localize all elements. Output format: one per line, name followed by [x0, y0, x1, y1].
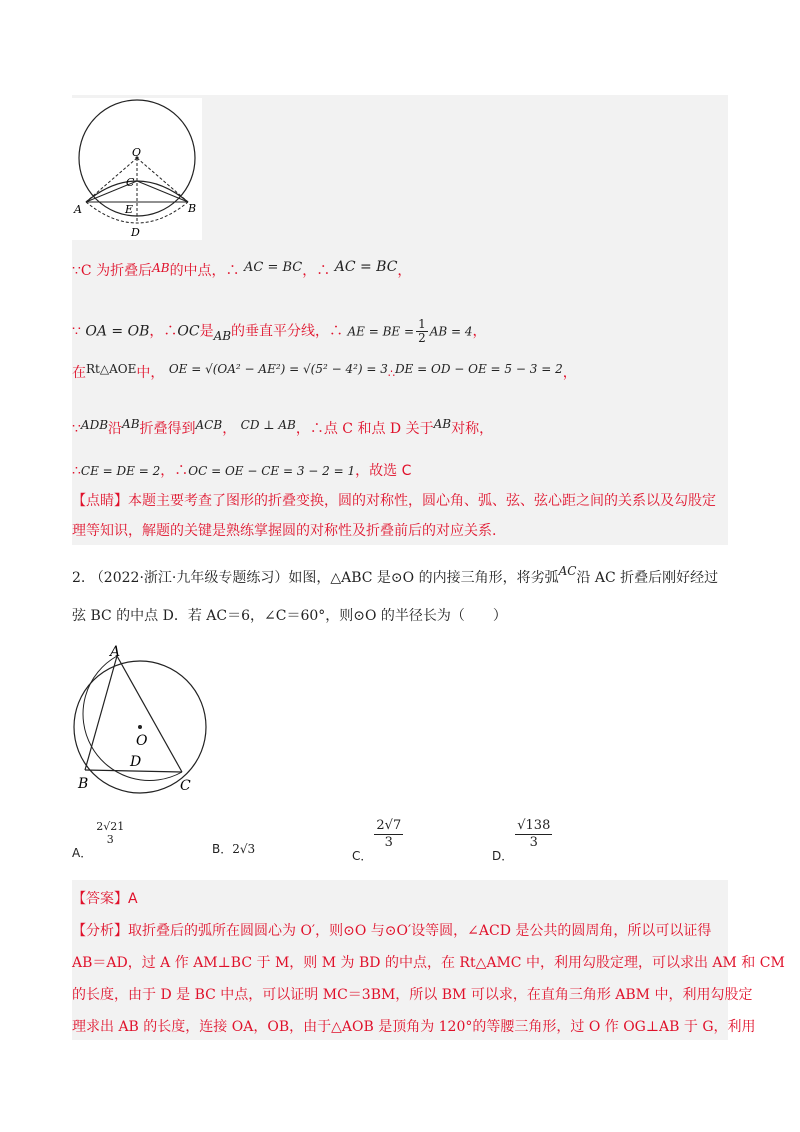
- frac-num: √138: [517, 818, 551, 833]
- text: 取折叠后的弧所在圆圆心为 O′，则⊙O 与⊙O′设等圆，∠ACD 是公共的圆周角，所以可以证得: [128, 923, 712, 939]
- label-a: A: [74, 203, 82, 216]
- question-number: 2.: [72, 570, 86, 586]
- option-a[interactable]: [72, 820, 128, 860]
- text: 对称，: [451, 421, 494, 437]
- text: ，: [222, 421, 237, 437]
- side-ac: [117, 656, 182, 772]
- figure-inscribed-triangle: [72, 642, 218, 794]
- frac-den: 3: [106, 833, 114, 846]
- math-eq: DE = OD − OE = 5 − 3 = 2: [394, 362, 563, 376]
- label-d: D: [130, 754, 142, 770]
- text: ，: [472, 323, 487, 340]
- text: 折叠得到: [139, 421, 196, 437]
- text: ∴: [72, 463, 81, 479]
- math-eq: OE = √(OA² − AE²) = √(5² − 4²) = 3: [168, 362, 388, 376]
- text: 理求出 AB 的长度，连接 OA，OB，由于△AOB 是顶角为 120°的等腰三角形，过 O 作 OG⊥AB 于 G，利用: [72, 1019, 756, 1035]
- math-triangle: Rt△AOE: [86, 362, 137, 376]
- analysis-label: 【分析】: [72, 923, 128, 939]
- text: 如图，△ABC 是⊙O 的内接三角形，将劣弧: [288, 570, 559, 586]
- option-c-fraction: [374, 818, 403, 851]
- answer-label: 【答案】: [72, 891, 128, 907]
- answer-value: A: [128, 891, 138, 907]
- text: 沿: [108, 421, 123, 437]
- text: 本题主要考查了图形的折叠变换，圆的对称性，圆心角、弧、弦、弦心距之间的关系以及勾股定: [128, 493, 716, 509]
- math-eq: AE = BE =: [347, 324, 415, 339]
- text: ，∴点 C 和点 D 关于: [295, 421, 434, 437]
- analysis-line-1: [72, 922, 711, 940]
- label-d: D: [131, 226, 140, 239]
- frac-den: 3: [529, 835, 538, 850]
- solution-line-1: [72, 259, 412, 281]
- comment-line-2: [72, 522, 496, 540]
- comment-label: 【点睛】: [72, 493, 128, 509]
- text: ∴: [387, 367, 395, 380]
- answer-line: [72, 890, 138, 908]
- label-c: C: [180, 778, 191, 794]
- option-a-fraction: [94, 820, 126, 846]
- center-point: [138, 725, 142, 729]
- label-b: B: [78, 776, 89, 792]
- option-d[interactable]: [492, 818, 554, 863]
- text: 在: [72, 365, 86, 381]
- math-eq: AC = BC: [244, 260, 303, 275]
- label-a: A: [110, 644, 121, 660]
- solution-line-5: [72, 462, 411, 480]
- frac-num: 2√7: [376, 818, 402, 833]
- text: 的中点，∴: [169, 263, 240, 279]
- math-eq: CD ⊥ AB: [240, 418, 296, 432]
- solution-line-4: [72, 417, 494, 438]
- text: AB＝AD，过 A 作 AM⊥BC 于 M，则 M 为 BD 的中点，在 Rt△AMC 中，利用勾股定理，可以求出 AM 和 CM: [72, 955, 785, 971]
- option-label: A．: [72, 845, 93, 860]
- label-o: O: [132, 146, 142, 159]
- frac-den: 3: [384, 835, 393, 850]
- label-o: O: [136, 733, 148, 749]
- option-label: B．: [212, 842, 233, 856]
- text: ，故选 C: [355, 463, 412, 479]
- figure2-svg: [72, 642, 218, 794]
- math-eq: OA = OB: [85, 323, 150, 340]
- text: 弦 BC 的中点 D．若 AC＝6，∠C＝60°，则⊙O 的半径长为（ ）: [72, 608, 507, 624]
- text: 的长度，由于 D 是 BC 中点，可以证明 MC＝3BM，所以 BM 可以求，在直角三角形 ABM 中，利用勾股定: [72, 987, 753, 1003]
- math-eq: AB = 4: [429, 324, 473, 339]
- text: ，∴: [149, 323, 178, 340]
- option-value: 2√3: [232, 842, 256, 856]
- analysis-line-2: [72, 954, 785, 972]
- math-var: AB: [122, 417, 140, 431]
- fraction-half: [416, 318, 428, 345]
- option-b[interactable]: [212, 840, 255, 857]
- option-c[interactable]: [352, 818, 405, 863]
- segment-cb: [137, 181, 188, 202]
- text: 是: [199, 323, 214, 340]
- side-bc: [85, 770, 182, 772]
- question-line-2: [72, 607, 507, 625]
- text: 沿 AC 折叠后刚好经过: [576, 570, 719, 586]
- arc-acb: ACB: [195, 418, 223, 432]
- figure-folded-circle: [72, 98, 202, 240]
- question-source: （2022·浙江·九年级专题练习）: [89, 570, 289, 586]
- text: ，: [562, 365, 577, 381]
- analysis-line-3: [72, 986, 752, 1004]
- text: 中，: [136, 365, 165, 381]
- label-c: C: [126, 176, 135, 189]
- math-eq: CE = DE = 2: [80, 464, 161, 478]
- text: 理等知识，解题的关键是熟练掌握圆的对称性及折叠前后的对应关系.: [72, 523, 497, 539]
- text: ∵C 为折叠后: [72, 263, 153, 279]
- text: 的垂直平分线，∴: [231, 323, 344, 340]
- option-d-fraction: [515, 818, 552, 851]
- frac-num: 1: [418, 317, 426, 331]
- math-var: AB: [433, 417, 452, 431]
- comment-line-1: [72, 492, 716, 510]
- frac-num: 2√21: [96, 820, 125, 833]
- arc-ab: AB: [152, 261, 170, 275]
- figure1-svg: [72, 98, 202, 240]
- text: ，∴: [160, 463, 189, 479]
- segment-ob: [137, 158, 188, 202]
- solution-line-3: [72, 364, 577, 383]
- analysis-line-4: [72, 1018, 756, 1036]
- math-var: AB: [213, 328, 232, 343]
- text: ∵: [72, 421, 81, 437]
- math-eq: AC = BC: [334, 259, 398, 275]
- arc-adb: ADB: [80, 418, 109, 432]
- text: ∵: [72, 323, 81, 340]
- text: ，: [397, 263, 412, 279]
- option-label: C．: [352, 849, 373, 863]
- math-eq: OC = OE − CE = 3 − 2 = 1: [188, 464, 356, 478]
- option-label: D．: [492, 849, 514, 863]
- label-b: B: [188, 202, 197, 215]
- label-e: E: [125, 203, 134, 216]
- question-line-1: [72, 564, 719, 587]
- solution-line-2: [72, 318, 487, 345]
- math-var: OC: [177, 323, 200, 340]
- text: ，∴: [302, 263, 331, 279]
- frac-den: 2: [418, 331, 426, 345]
- arc-ac: AC: [558, 564, 577, 578]
